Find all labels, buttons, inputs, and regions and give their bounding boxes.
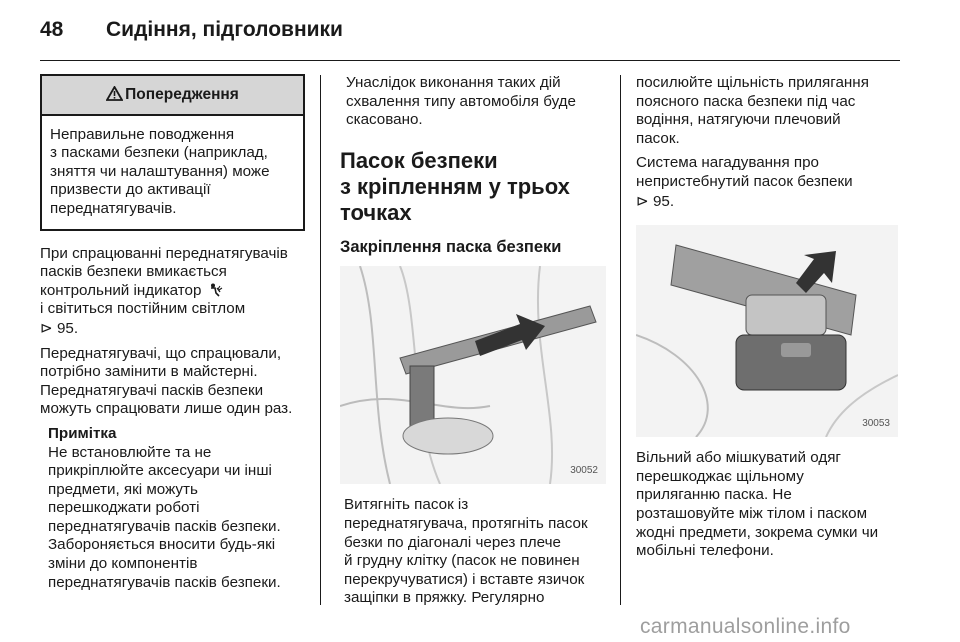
text-line: з пасками безпеки (наприклад, xyxy=(50,144,268,162)
page-title: Сидіння, підголовники xyxy=(106,18,343,41)
text-line: Витягніть пасок із xyxy=(344,496,469,514)
text-line: защіпки в пряжку. Регулярно xyxy=(344,589,545,607)
text-line: Унаслідок виконання таких дій xyxy=(346,74,561,91)
page-header xyxy=(40,18,343,42)
text-line: Вільний або мішкуватий одяг xyxy=(636,449,841,467)
text-line: Система нагадування про xyxy=(636,154,820,172)
text-line: зняття чи налаштування) може xyxy=(50,162,270,180)
text-line: перешкоджає щільному xyxy=(636,467,804,485)
column-3 xyxy=(636,74,902,561)
page-reference-arrow-icon: ⊳ xyxy=(636,191,649,210)
page-reference-link[interactable]: 95. xyxy=(652,192,675,210)
column-divider-1 xyxy=(320,75,321,605)
seatbelt-fastening-illustration xyxy=(340,266,606,484)
warning-triangle-icon xyxy=(106,86,123,101)
reminder-paragraph xyxy=(636,154,902,211)
illustration-drawing xyxy=(340,266,606,484)
text-line: поясного паска безпеки під час xyxy=(636,92,856,110)
text-line: Переднатягувачі, що спрацювали, xyxy=(40,344,282,362)
subsection-heading: Закріплення паска безпеки xyxy=(340,237,562,256)
text-line: переднатягувачів. xyxy=(50,199,177,217)
text-line: переднатягувача, протягніть пасок xyxy=(344,514,588,532)
text-line: потрібно замінити в майстерні. xyxy=(40,363,258,381)
text-line: пасок. xyxy=(636,129,680,147)
page-number: 48 xyxy=(40,18,64,41)
warning-text xyxy=(42,116,303,229)
text-line: Переднатягувачі пасків безпеки xyxy=(40,381,264,399)
text-line: мобільні телефони. xyxy=(636,542,774,560)
text-line: При спрацюванні переднатягувачів xyxy=(40,244,288,262)
text-line: перешкоджати роботі xyxy=(48,499,200,517)
warning-title: Попередження xyxy=(125,86,239,103)
column-divider-2 xyxy=(620,75,621,605)
text-line: контрольний індикатор xyxy=(40,281,202,299)
text-line: призвести до активації xyxy=(50,181,211,199)
intro-paragraph xyxy=(340,74,610,130)
column-1 xyxy=(40,74,305,592)
text-line: предмети, які можуть xyxy=(48,480,198,498)
warning-header xyxy=(42,76,303,116)
text-line: переднатягувачів пасків безпеки. xyxy=(48,573,281,591)
text-line: посилюйте щільність прилягання xyxy=(636,74,869,91)
text-line: зміни до компонентів xyxy=(48,555,198,573)
pretensioner-paragraph xyxy=(40,245,305,339)
text-line: схвалення типу автомобіля буде xyxy=(346,92,576,110)
note-title: Примітка xyxy=(48,424,117,442)
tension-paragraph xyxy=(636,74,902,148)
text-line: і світиться постійним світлом xyxy=(40,300,246,318)
seatbelt-indicator-icon xyxy=(209,283,223,297)
section-heading xyxy=(340,148,610,226)
page-reference-arrow-icon: ⊳ xyxy=(40,318,53,337)
text-line: можуть спрацювати лише один раз. xyxy=(40,400,293,418)
header-rule xyxy=(40,60,900,61)
watermark: carmanualsonline.info xyxy=(640,615,851,638)
image-number: 30053 xyxy=(862,417,890,429)
text-line: Забороняється вносити будь-які xyxy=(48,536,276,554)
text-line: прикріплюйте аксесуари чи інші xyxy=(48,462,272,480)
text-line: жодні предмети, зокрема сумки чи xyxy=(636,523,879,541)
text-line: розташовуйте між тілом і паском xyxy=(636,504,868,522)
text-line: непристебнутий пасок безпеки xyxy=(636,172,853,190)
page-reference-link[interactable]: 95. xyxy=(56,319,79,337)
fastening-paragraph xyxy=(340,496,610,608)
text-line: перекручуватися) і вставте язичок xyxy=(344,570,585,588)
text-line: Не встановлюйте та не xyxy=(48,443,212,461)
buckle-illustration xyxy=(636,225,898,437)
text-line: скасовано. xyxy=(346,111,423,129)
text-line: переднатягувачів пасків безпеки. xyxy=(48,517,281,535)
heading-line: з кріпленням у трьох xyxy=(340,173,570,199)
illustration-drawing xyxy=(636,225,898,437)
text-line: приляганню паска. Не xyxy=(636,486,792,504)
text-line: водіння, натягуючи плечовий xyxy=(636,111,841,129)
warning-box xyxy=(40,74,305,231)
text-line: Неправильне поводження xyxy=(50,125,235,143)
column-2 xyxy=(340,74,610,608)
clothing-paragraph xyxy=(636,449,902,561)
replacement-paragraph xyxy=(40,345,305,419)
text-line: безки по діагоналі через плече xyxy=(344,533,561,551)
text-line: пасків безпеки вмикається xyxy=(40,263,227,281)
heading-line: Пасок безпеки xyxy=(340,147,498,173)
note-block xyxy=(40,425,305,592)
heading-line: точках xyxy=(340,199,412,225)
image-number: 30052 xyxy=(570,464,598,476)
text-line: й грудну клітку (пасок не повинен xyxy=(344,552,580,570)
